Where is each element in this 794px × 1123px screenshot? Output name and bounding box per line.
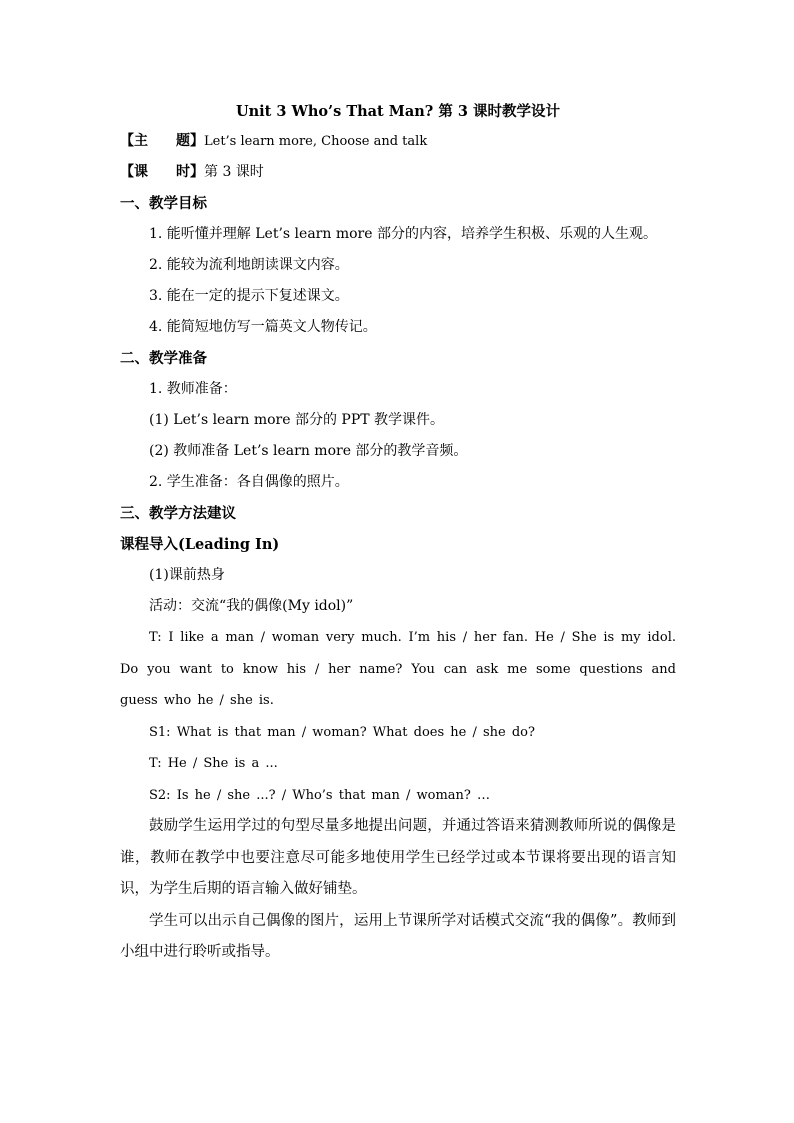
section-objectives-heading: 一、教学目标 [120, 195, 207, 212]
meta-lesson-value: 第 3 课时 [204, 164, 264, 180]
dialog-line: T: He / She is a ... [149, 756, 278, 771]
dialog-line: S2: Is he / she ...? / Who’s that man / woman? … [149, 787, 491, 803]
objective-item: 4. 能简短地仿写一篇英文人物传记。 [149, 319, 377, 335]
document-title: Unit 3 Who’s That Man? 第 3 课时教学设计 [235, 103, 561, 120]
preparation-item: (1) Let’s learn more 部分的 PPT 教学课件。 [149, 412, 445, 428]
meta-lesson-key-left: 【课 [120, 164, 148, 180]
objective-item: 2. 能较为流利地朗读课文内容。 [149, 257, 349, 273]
objective-item: 1. 能听懂并理解 Let’s learn more 部分的内容，培养学生积极、乐观的人生观。 [149, 226, 657, 242]
preparation-item: (2) 教师准备 Let’s learn more 部分的教学音频。 [149, 443, 468, 459]
meta-lesson-key [120, 164, 204, 180]
meta-topic-key-left: 【主 [120, 133, 148, 149]
leading-in-subheading: 课程导入(Leading In) [120, 536, 280, 553]
section-methods-heading: 三、教学方法建议 [120, 505, 236, 522]
section-preparation-heading: 二、教学准备 [120, 350, 207, 367]
warmup-label: (1)课前热身 [149, 567, 225, 583]
preparation-item: 1. 教师准备： [149, 381, 237, 397]
activity-label: 活动：交流“我的偶像(My idol)” [149, 598, 354, 614]
meta-lesson [120, 157, 676, 188]
meta-lesson-key-right: 时】 [176, 164, 204, 180]
objective-item: 3. 能在一定的提示下复述课文。 [149, 288, 349, 304]
meta-topic-key-right: 题】 [176, 133, 204, 149]
dialog-line: T: I like a man / woman very much. I’m his / her fan. He / She is my idol. Do you want to know his / her name? You can ask me some questions and guess who he / she is. [120, 630, 676, 708]
guidance-paragraph: 鼓励学生运用学过的句型尽量多地提出问题，并通过答语来猜测教师所说的偶像是谁，教师在教学中也要注意尽可能多地使用学生已经学过或本节课将要出现的语言知识，为学生后期的语言输入做好铺垫。 [120, 818, 676, 897]
meta-topic-key [120, 133, 204, 149]
preparation-item: 2. 学生准备：各自偶像的照片。 [149, 474, 349, 490]
meta-topic-value: Let’s learn more, Choose and talk [204, 134, 428, 149]
guidance-paragraph: 学生可以出示自己偶像的图片，运用上节课所学对话模式交流“我的偶像”。教师到小组中进行聆听或指导。 [120, 912, 676, 960]
dialog-line: S1: What is that man / woman? What does he / she do? [149, 724, 535, 740]
meta-topic [120, 126, 676, 157]
document-page [120, 98, 676, 969]
